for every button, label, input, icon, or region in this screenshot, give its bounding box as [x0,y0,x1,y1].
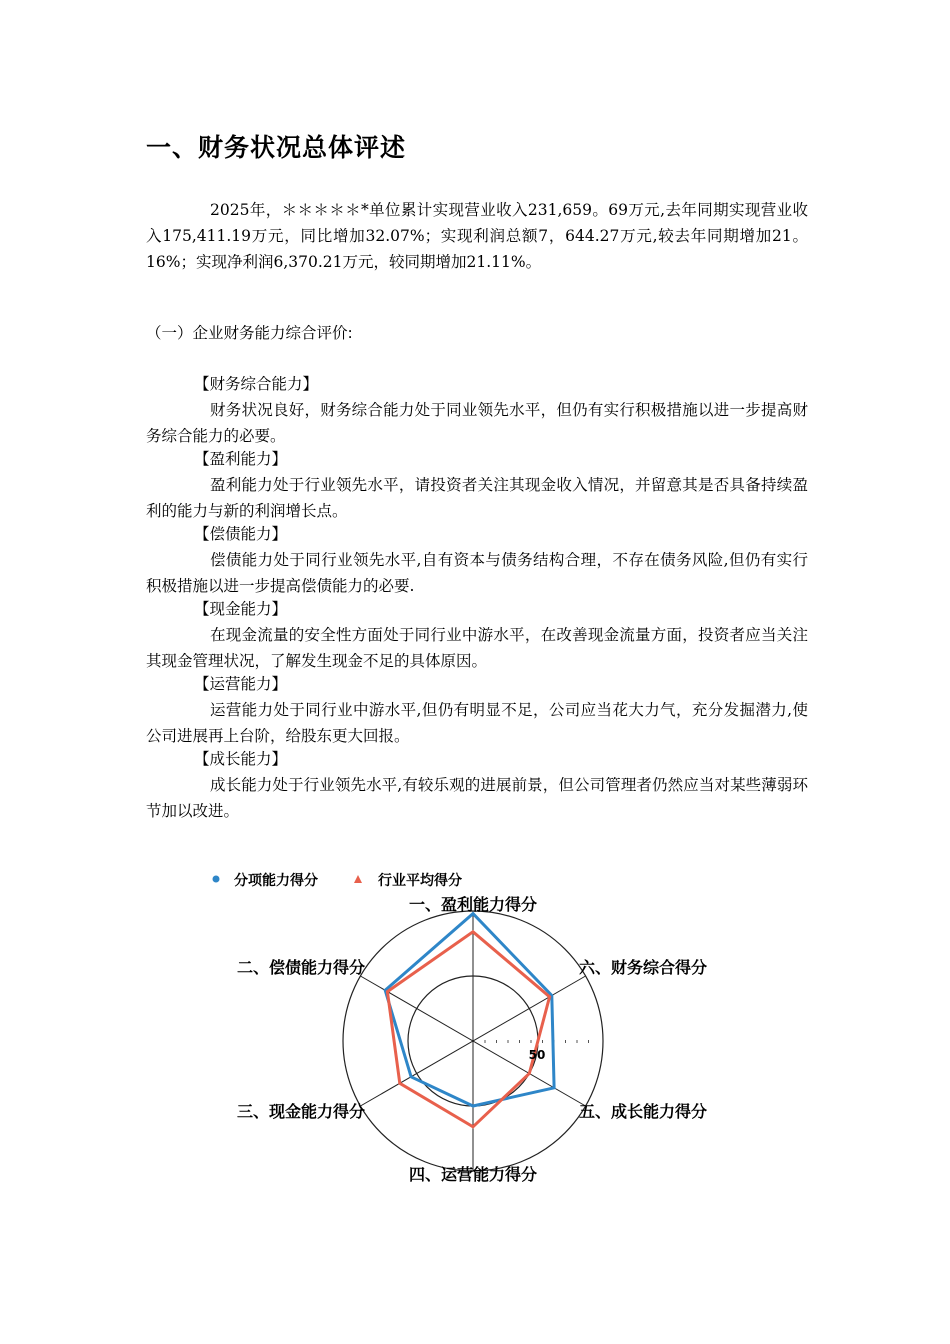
legend-marker-average [354,875,362,883]
axis-label-2: 五、成长能力得分 [579,1102,708,1121]
legend-label-average: 行业平均得分 [378,873,462,889]
ability-text-operation: 运营能力处于同行业中游水平,但仍有明显不足，公司应当花大力气，充分发掘潜力,使公司进展再上台阶，给股东更大回报。 [146,701,808,745]
legend-label-score: 分项能力得分 [234,873,318,889]
series-line-0 [385,914,554,1106]
legend-marker-score [213,876,220,883]
chart-legend [213,872,463,889]
ability-title-growth: 【成长能力】 [194,750,288,768]
intro-paragraph: 2025年，＊＊＊＊＊*单位累计实现营业收入231,659。69万元,去年同期实现营业收入175,411.19万元，同比增加32.07%；实现利润总额7，644.27万元,较去年同期增加21。16%；实现净利润6,370.21万元，较同期增加21.11%。 [146,201,808,271]
page-title: 一、财务状况总体评述 [146,133,407,162]
series-line-1 [387,932,549,1127]
value-tick-label: 50 [528,1048,546,1062]
radar-chart [200,858,760,1198]
ability-title-solvency: 【偿债能力】 [194,525,288,543]
ability-title-profit: 【盈利能力】 [194,450,288,468]
axis-label-0: 一、盈利能力得分 [408,895,538,914]
section-title: （一）企业财务能力综合评价: [146,324,353,342]
axis-label-3: 四、运营能力得分 [408,1165,538,1184]
ability-text-profit: 盈利能力处于行业领先水平，请投资者关注其现金收入情况，并留意其是否具备持续盈利的能力与新的利润增长点。 [146,476,808,520]
axis-label-5: 二、偿债能力得分 [236,958,365,977]
ability-title-cash: 【现金能力】 [194,600,288,618]
ability-text-growth: 成长能力处于行业领先水平,有较乐观的进展前景，但公司管理者仍然应当对某些薄弱环节加以改进。 [146,776,808,820]
ability-text-solvency: 偿债能力处于同行业领先水平,自有资本与债务结构合理，不存在债务风险,但仍有实行积极措施以进一步提高偿债能力的必要. [146,551,808,595]
axis-label-1: 六、财务综合得分 [579,958,708,977]
ability-title-financial: 【财务综合能力】 [194,375,319,393]
ability-text-cash: 在现金流量的安全性方面处于同行业中游水平，在改善现金流量方面，投资者应当关注其现金管理状况，了解发生现金不足的具体原因。 [146,626,808,670]
ability-text-financial: 财务状况良好，财务综合能力处于同业领先水平，但仍有实行积极措施以进一步提高财务综合能力的必要。 [146,401,808,445]
ability-title-operation: 【运营能力】 [194,675,288,693]
axis-label-4: 三、现金能力得分 [236,1102,365,1121]
